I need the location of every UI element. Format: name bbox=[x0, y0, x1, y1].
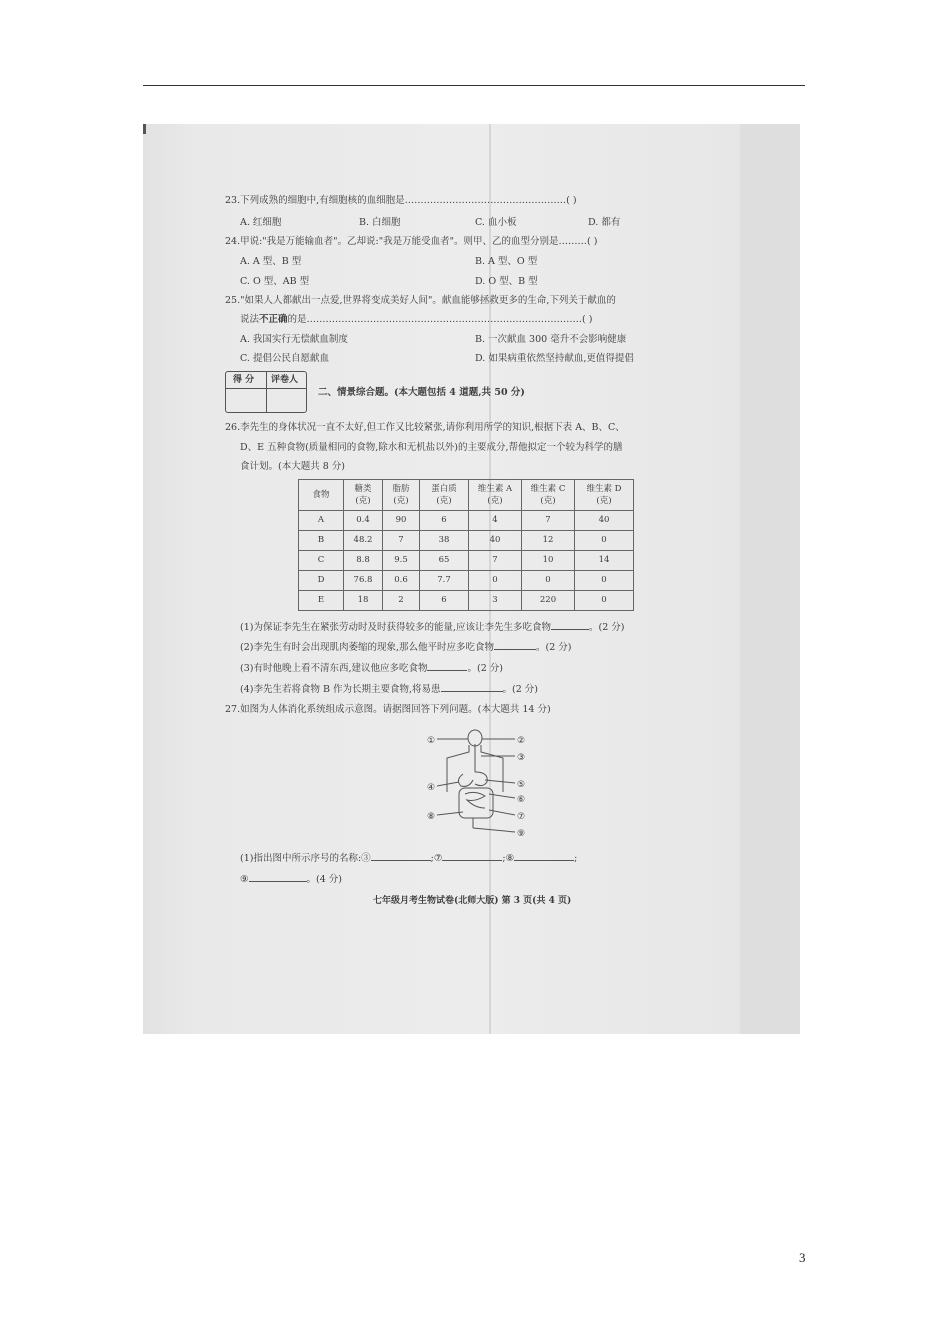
q27-sub1-text: (1)指出图中所示序号的名称:③ bbox=[240, 853, 371, 864]
table-cell: A bbox=[299, 511, 344, 531]
q23-option-c: C. 血小板 bbox=[475, 217, 517, 228]
table-cell: 48.2 bbox=[344, 531, 383, 551]
table-header-vitamin-a: 维生素 A (克) bbox=[469, 480, 522, 511]
table-header-vitamin-c: 维生素 C (克) bbox=[522, 480, 575, 511]
table-row bbox=[299, 551, 634, 571]
q25-emphasis: 不正确 bbox=[259, 314, 288, 325]
q25-option-c: C. 提倡公民自愿献血 bbox=[240, 353, 329, 364]
top-rule bbox=[143, 85, 805, 86]
stomach bbox=[475, 772, 487, 786]
q26-sub2-points: 。(2 分) bbox=[535, 642, 572, 653]
q27-sub1-points: 。(4 分) bbox=[306, 874, 343, 885]
q25-stem-line1: 25."如果人人都献出一点爱,世界将变成美好人间"。献血能够拯救更多的生命,下列关于献血的 bbox=[225, 295, 616, 306]
q25-stem-post: 的是……………………………………………………………………………( ) bbox=[287, 314, 593, 325]
table-header-protein: 蛋白质 (克) bbox=[420, 480, 469, 511]
q25-stem-line2 bbox=[240, 313, 592, 326]
q26-sub1-text: (1)为保证李先生在紧张劳动时及时获得较多的能量,应该让李先生多吃食物 bbox=[240, 622, 551, 633]
table-header-row bbox=[299, 480, 634, 511]
q26-sub3-text: (3)有时他晚上看不清东西,建议他应多吃食物 bbox=[240, 663, 428, 674]
q23-option-a: A. 红细胞 bbox=[240, 217, 282, 228]
q26-stem-line1: 26.李先生的身体状况一直不太好,但工作又比较紧张,请你利用所学的知识,根据下表 A、B、C、 bbox=[225, 422, 625, 433]
q26-stem-line2: D、E 五种食物(质量相同的食物,除水和无机盐以外)的主要成分,帮他拟定一个较为科学的膳 bbox=[240, 442, 623, 453]
exam-footer: 七年级月考生物试卷(北师大版) 第 3 页(共 4 页) bbox=[373, 896, 572, 906]
table-cell: 6 bbox=[420, 591, 469, 611]
q26-stem-line3: 食计划。(本大题共 8 分) bbox=[240, 461, 345, 472]
q27-sub1-line1 bbox=[240, 852, 577, 865]
q24-option-c: C. O 型、AB 型 bbox=[240, 276, 310, 287]
q26-sub3-points: 。(2 分) bbox=[467, 663, 503, 674]
answer-blank[interactable] bbox=[427, 670, 467, 671]
table-cell: 40 bbox=[575, 511, 634, 531]
label-1: ① bbox=[427, 736, 436, 746]
q27-sub1-sep1: ;⑦ bbox=[430, 853, 443, 864]
liver bbox=[458, 774, 473, 786]
table-cell: C bbox=[299, 551, 344, 571]
q26-sub4-text: (4)李先生若将食物 B 作为长期主要食物,将易患 bbox=[240, 684, 441, 695]
q26-sub1 bbox=[240, 621, 624, 634]
q24-option-a: A. A 型、B 型 bbox=[240, 256, 302, 267]
grader-label: 评卷人 bbox=[271, 375, 299, 385]
scanned-exam-page bbox=[143, 124, 800, 1034]
table-cell: 7 bbox=[383, 531, 420, 551]
exam-content bbox=[143, 124, 800, 1034]
score-box-divider bbox=[266, 372, 267, 412]
table-cell: 10 bbox=[522, 551, 575, 571]
table-cell: D bbox=[299, 571, 344, 591]
q26-sub4-points: 。(2 分) bbox=[502, 684, 538, 695]
small-intestine bbox=[465, 792, 485, 808]
table-cell: 65 bbox=[420, 551, 469, 571]
table-cell: 4 bbox=[469, 511, 522, 531]
score-box bbox=[225, 371, 307, 413]
table-row bbox=[299, 511, 634, 531]
answer-blank[interactable] bbox=[514, 860, 574, 861]
table-cell: E bbox=[299, 591, 344, 611]
section-2-heading: 二、情景综合题。(本大题包括 4 道题,共 50 分) bbox=[318, 387, 525, 398]
table-cell: B bbox=[299, 531, 344, 551]
table-cell: 220 bbox=[522, 591, 575, 611]
table-row bbox=[299, 591, 634, 611]
food-composition-table bbox=[298, 479, 634, 611]
q23-stem: 23.下列成熟的细胞中,有细胞核的血细胞是……………………………………………( ) bbox=[225, 195, 577, 206]
table-cell: 9.5 bbox=[383, 551, 420, 571]
q24-stem: 24.甲说:"我是万能输血者"。乙却说:"我是万能受血者"。则甲、乙的血型分别是………( ) bbox=[225, 236, 598, 247]
table-cell: 90 bbox=[383, 511, 420, 531]
table-cell: 18 bbox=[344, 591, 383, 611]
table-cell: 0 bbox=[522, 571, 575, 591]
table-cell: 7.7 bbox=[420, 571, 469, 591]
table-cell: 0.4 bbox=[344, 511, 383, 531]
q25-option-d: D. 如果病重依然坚持献血,更值得提倡 bbox=[475, 353, 634, 364]
label-7: ⑦ bbox=[517, 812, 526, 822]
q23-option-b: B. 白细胞 bbox=[359, 217, 401, 228]
table-header-vitamin-d: 维生素 D (克) bbox=[575, 480, 634, 511]
q26-sub1-points: 。(2 分) bbox=[588, 622, 625, 633]
table-cell: 0.6 bbox=[383, 571, 420, 591]
answer-blank[interactable] bbox=[371, 860, 431, 861]
q24-option-b: B. A 型、O 型 bbox=[475, 256, 538, 267]
q27-sub1-line2 bbox=[240, 873, 342, 886]
answer-blank[interactable] bbox=[551, 629, 589, 630]
table-cell: 0 bbox=[469, 571, 522, 591]
digestive-system-diagram bbox=[423, 724, 533, 849]
table-cell: 3 bbox=[469, 591, 522, 611]
head-outline bbox=[468, 730, 482, 746]
table-cell: 2 bbox=[383, 591, 420, 611]
table-cell: 14 bbox=[575, 551, 634, 571]
label-2: ② bbox=[517, 736, 526, 746]
q25-option-b: B. 一次献血 300 毫升不会影响健康 bbox=[475, 334, 627, 345]
q27-sub1-sep2: ;⑧ bbox=[502, 853, 515, 864]
table-cell: 7 bbox=[522, 511, 575, 531]
q26-sub2 bbox=[240, 641, 571, 654]
table-cell: 0 bbox=[575, 571, 634, 591]
answer-blank[interactable] bbox=[441, 691, 503, 692]
table-cell: 0 bbox=[575, 591, 634, 611]
table-row bbox=[299, 571, 634, 591]
label-4: ④ bbox=[427, 783, 436, 793]
table-header-food: 食物 bbox=[299, 480, 344, 511]
label-3: ③ bbox=[517, 753, 526, 763]
q25-stem-pre: 说法 bbox=[240, 314, 260, 325]
table-cell: 8.8 bbox=[344, 551, 383, 571]
score-box-rule bbox=[226, 388, 306, 389]
table-cell: 38 bbox=[420, 531, 469, 551]
table-cell: 7 bbox=[469, 551, 522, 571]
q24-option-d: D. O 型、B 型 bbox=[475, 276, 538, 287]
table-cell: 12 bbox=[522, 531, 575, 551]
answer-blank[interactable] bbox=[249, 881, 307, 882]
q26-sub4 bbox=[240, 683, 538, 696]
score-label: 得 分 bbox=[233, 375, 255, 385]
answer-blank[interactable] bbox=[494, 649, 536, 650]
table-cell: 0 bbox=[575, 531, 634, 551]
page-number: 3 bbox=[799, 1250, 806, 1265]
table-cell: 76.8 bbox=[344, 571, 383, 591]
answer-blank[interactable] bbox=[442, 860, 502, 861]
label-6: ⑥ bbox=[517, 795, 526, 805]
label-8: ⑧ bbox=[427, 812, 436, 822]
table-cell: 6 bbox=[420, 511, 469, 531]
q27-stem: 27.如图为人体消化系统组成示意图。请据图回答下列问题。(本大题共 14 分) bbox=[225, 704, 551, 715]
table-row bbox=[299, 531, 634, 551]
q27-sub1-end: ; bbox=[574, 853, 578, 864]
label-5: ⑤ bbox=[517, 780, 526, 790]
q26-sub2-text: (2)李先生有时会出现肌肉萎缩的现象,那么他平时应多吃食物 bbox=[240, 642, 494, 653]
table-header-carbs: 糖类 (克) bbox=[344, 480, 383, 511]
q23-option-d: D. 都有 bbox=[588, 217, 621, 228]
q27-sub1-line2-label: ⑨ bbox=[240, 874, 249, 885]
table-cell: 40 bbox=[469, 531, 522, 551]
q25-option-a: A. 我国实行无偿献血制度 bbox=[240, 334, 348, 345]
table-header-fat: 脂肪 (克) bbox=[383, 480, 420, 511]
label-9: ⑨ bbox=[517, 829, 526, 839]
q26-sub3 bbox=[240, 662, 503, 675]
